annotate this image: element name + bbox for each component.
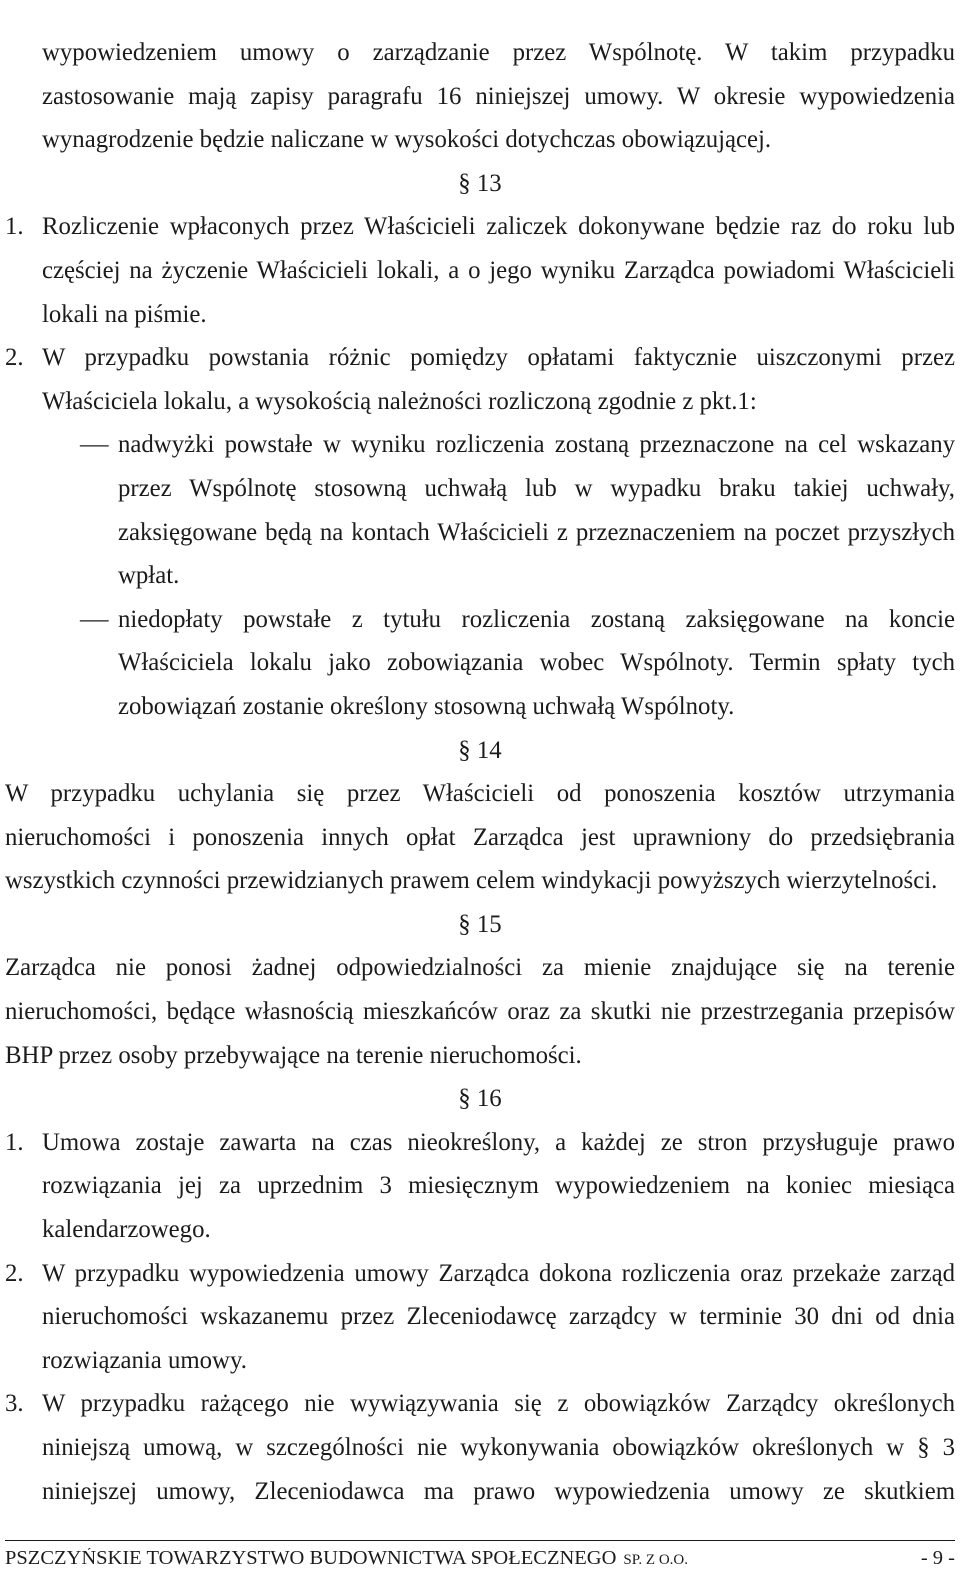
dash-bullet-marker: — bbox=[80, 605, 109, 633]
dash-bullet-marker: — bbox=[80, 431, 109, 459]
bullet-line: nadwyżki powstałe w wyniku rozliczenia zostaną przeznaczone na cel wskazany bbox=[118, 431, 955, 459]
section-heading-15: § 15 bbox=[458, 910, 502, 938]
clause-line: niniejszą umową, w szczególności nie wykonywania obowiązków określonych w § 3 bbox=[42, 1434, 955, 1461]
clause-16-3 bbox=[5, 1382, 955, 1513]
bullet-item-shortfall bbox=[42, 598, 955, 729]
section-15-paragraph bbox=[5, 946, 955, 1077]
intro-line: wypowiedzeniem umowy o zarządzanie przez Wspólnotę. W takim przypadku bbox=[42, 39, 955, 66]
clause-number: 2. bbox=[5, 344, 24, 372]
bullet-line: przez Wspólnotę stosowną uchwałą lub w wypadku braku takiej uchwały, bbox=[118, 474, 955, 502]
section-heading-14: § 14 bbox=[458, 736, 502, 764]
clause-line: lokali na piśmie. bbox=[42, 300, 207, 328]
paragraph-line: W przypadku uchylania się przez Właścicieli od ponoszenia kosztów utrzymania bbox=[5, 780, 955, 808]
clause-16-2 bbox=[5, 1252, 955, 1383]
bullet-line: wpłat. bbox=[118, 562, 180, 590]
bullet-item-surplus bbox=[42, 423, 955, 597]
paragraph-line: nieruchomości i ponoszenia innych opłat Zarządca jest uprawniony do przedsiębrania bbox=[5, 823, 955, 851]
section-14-paragraph bbox=[5, 772, 955, 903]
intro-line: wynagrodzenie będzie naliczane w wysokości dotychczas obowiązującej. bbox=[42, 126, 772, 154]
footer-legal-form: SP. Z O.O. bbox=[623, 1552, 689, 1568]
clause-number: 3. bbox=[5, 1390, 24, 1418]
clause-line: W przypadku powstania różnic pomiędzy opłatami faktycznie uiszczonymi przez bbox=[42, 344, 955, 372]
clause-line: Właściciela lokalu, a wysokością należności rozliczoną zgodnie z pkt.1: bbox=[42, 387, 757, 415]
page-footer bbox=[5, 1548, 955, 1569]
clause-number: 1. bbox=[5, 213, 24, 241]
clause-line: nieruchomości wskazanemu przez Zleceniodawcę zarządcy w terminie 30 dni od dnia bbox=[42, 1303, 955, 1331]
bullet-line: Właściciela lokalu jako zobowiązania wobec Wspólnoty. Termin spłaty tych bbox=[118, 649, 955, 677]
clause-13-1 bbox=[5, 205, 955, 336]
clause-line: niniejszej umowy, Zleceniodawca ma prawo wypowiedzenia umowy ze skutkiem bbox=[42, 1477, 955, 1505]
clause-line: Rozliczenie wpłaconych przez Właścicieli zaliczek dokonywane będzie raz do roku lub bbox=[42, 213, 955, 241]
clause-13-2 bbox=[5, 336, 955, 728]
clause-line: kalendarzowego. bbox=[42, 1216, 211, 1244]
bullet-line: zaksięgowane będą na kontach Właścicieli z przeznaczeniem na poczet przyszłych bbox=[118, 518, 955, 546]
page-number: - 9 - bbox=[920, 1548, 955, 1569]
paragraph-line: nieruchomości, będące własnością mieszkańców oraz za skutki nie przestrzegania przepisów bbox=[5, 998, 955, 1026]
clause-line: W przypadku wypowiedzenia umowy Zarządca dokona rozliczenia oraz przekaże zarząd bbox=[42, 1259, 955, 1287]
clause-number: 2. bbox=[5, 1259, 24, 1287]
footer-divider bbox=[5, 1540, 955, 1541]
paragraph-line: BHP przez osoby przebywające na terenie nieruchomości. bbox=[5, 1041, 582, 1069]
clause-line: Umowa zostaje zawarta na czas nieokreślony, a każdej ze stron przysługuje prawo bbox=[42, 1128, 955, 1156]
clause-line: częściej na życzenie Właścicieli lokali, a o jego wyniku Zarządca powiadomi Właścicieli bbox=[42, 256, 955, 284]
section-heading-13: § 13 bbox=[458, 169, 502, 197]
document-body bbox=[5, 31, 955, 1513]
footer-company-name: PSZCZYŃSKIE TOWARZYSTWO BUDOWNICTWA SPOŁECZNEGO bbox=[5, 1548, 617, 1569]
paragraph-line: Zarządca nie ponosi żadnej odpowiedzialności za mienie znajdujące się na terenie bbox=[5, 954, 955, 982]
clause-line: rozwiązania umowy. bbox=[42, 1346, 247, 1374]
intro-line: zastosowanie mają zapisy paragrafu 16 niniejszej umowy. W okresie wypowiedzenia bbox=[42, 82, 955, 110]
paragraph-line: wszystkich czynności przewidzianych prawem celem windykacji powyższych wierzytelności. bbox=[5, 867, 938, 895]
clause-line: W przypadku rażącego nie wywiązywania się z obowiązków Zarządcy określonych bbox=[42, 1390, 955, 1418]
clause-16-1 bbox=[5, 1121, 955, 1252]
section-heading-16: § 16 bbox=[458, 1085, 502, 1113]
intro-paragraph bbox=[42, 31, 955, 162]
bullet-line: zobowiązań zostanie określony stosowną uchwałą Wspólnoty. bbox=[118, 692, 735, 720]
clause-number: 1. bbox=[5, 1128, 24, 1156]
clause-line: rozwiązania jej za uprzednim 3 miesięcznym wypowiedzeniem na koniec miesiąca bbox=[42, 1172, 955, 1200]
bullet-line: niedopłaty powstałe z tytułu rozliczenia zostaną zaksięgowane na koncie bbox=[118, 605, 955, 633]
